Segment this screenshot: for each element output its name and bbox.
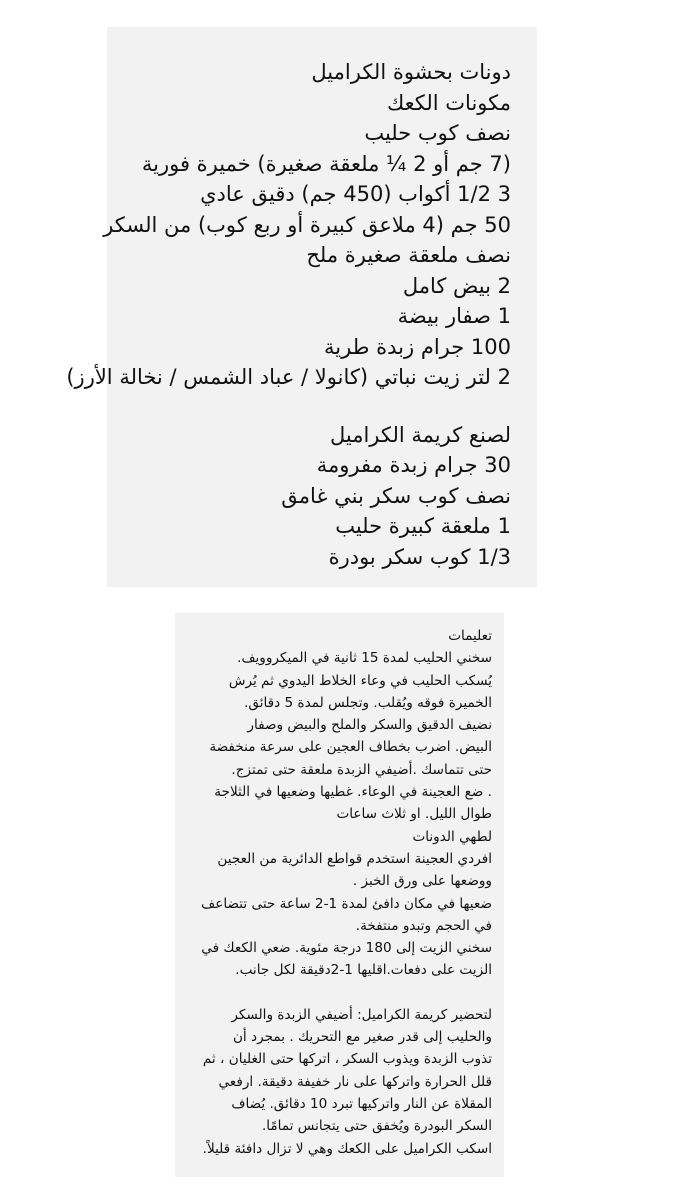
instructions-list [183,625,492,1160]
instruction-line: البيض. اضرب بخطاف العجين على سرعة منخفضة [209,739,492,756]
caramel-instruction-line: السكر البودرة ويُخفق حتى يتجانس تمامًا. [261,1118,492,1135]
ingredient-line: 1 صفار بيضة [397,304,511,328]
instruction-line: طوال الليل. او ثلاث ساعات [336,806,492,823]
instructions-card [175,613,504,1177]
instruction-line: حتى تتماسك .أضيفي الزبدة ملعقة حتى تمتزج. [231,761,492,778]
instruction-line: ووضعها على ورق الخبز . [352,873,492,890]
caramel-instruction-line: تذوب الزبدة ويذوب السكر ، اتركها حتى الغليان ، ثم [202,1051,492,1068]
ingredient-line: نصف كوب حليب [364,121,511,145]
caramel-cream-heading: لصنع كريمة الكراميل [329,422,511,447]
instruction-line: سخني الزيت إلى 180 درجة مئوية. ضعي الكعك في [201,940,492,957]
ingredient-line: نصف كوب سكر بني غامق [281,483,511,508]
section-spacer [129,393,511,420]
ingredient-line: نصف ملعقة صغيرة ملح [306,243,511,267]
ingredient-line: 3 1/2 أكواب (450 جم) دقيق عادي [200,182,511,206]
caramel-instruction-line: المقلاة عن النار واتركيها تبرد 10 دقائق. يُضاف [231,1095,492,1112]
caramel-instruction-line: والحليب إلى قدر صغير مع التحريك . بمجرد أن [232,1029,492,1046]
frying-heading: لطهي الدونات [412,828,492,845]
ingredients-list [66,57,511,572]
instruction-line: افردي العجينة استخدم قواطع الدائرية من العجين [217,850,492,867]
caramel-instruction-line: لتحضير كريمة الكراميل: أضيفي الزبدة والسكر [231,1006,492,1023]
ingredient-line: 2 بيض كامل [402,273,511,298]
ingredient-line: 1 ملعقة كبيرة حليب [335,514,511,538]
instruction-line: ضعيها في مكان دافئ لمدة 1-2 ساعة حتى تتضاعف [201,895,492,912]
ingredient-line: 2 لتر زيت نباتي (كانولا / عباد الشمس / نخالة الأرز) [66,365,511,389]
ingredient-line: (7 جم أو 2 ¼ ملعقة صغيرة) خميرة فورية [141,151,511,176]
recipe-ingredients-card [66,27,537,587]
instruction-line: سخني الحليب لمدة 15 ثانية في الميكروويف. [237,650,492,667]
section-spacer [183,982,492,1004]
instruction-line: الخميرة فوقه ويُقلب. وتجلس لمدة 5 دقائق. [244,694,492,711]
caramel-instruction-line: قلل الحرارة واتركها على نار خفيفة دقيقة. ارفعي [218,1073,492,1090]
recipe-title: دونات بحشوة الكراميل [311,60,511,84]
instruction-line: . ضع العجينة في الوعاء. غطيها وضعيها في الثلاجة [214,784,492,801]
ingredient-line: 1/3 كوب سكر بودرة [328,544,511,569]
ingredient-line: 100 جرام زبدة طرية [324,334,511,359]
instructions-heading: تعليمات [448,628,492,644]
ingredient-line: 50 جم (4 ملاعق كبيرة أو ربع كوب) من السكر [103,212,511,237]
instruction-line: في الحجم وتبدو منتفخة. [355,917,492,934]
dough-ingredients-heading: مكونات الكعك [386,90,511,115]
instruction-line: يُسكب الحليب في وعاء الخلاط اليدوي ثم يُرش [228,672,492,689]
instruction-line: نضيف الدقيق والسكر والملح والبيض وصفار [247,717,492,734]
caramel-instruction-line: اسكب الكراميل على الكعك وهي لا تزال دافئة قليلاً. [202,1140,492,1157]
instruction-line: الزيت على دفعات.اقليها 1-2دقيقة لكل جانب. [235,962,492,979]
ingredient-line: 30 جرام زبدة مفرومة [316,453,511,477]
